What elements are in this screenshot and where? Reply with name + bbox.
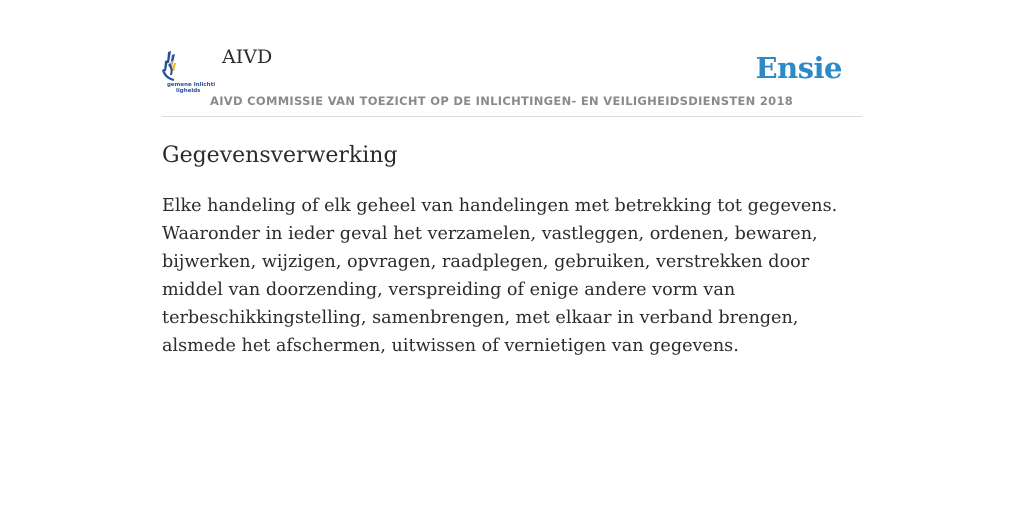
aivd-logo[interactable]: [162, 49, 216, 95]
page-container: [162, 0, 862, 360]
site-name[interactable]: AIVD: [222, 46, 273, 68]
logo-text-2: ligheids: [176, 88, 201, 94]
source-subtitle: AIVD COMMISSIE VAN TOEZICHT OP DE INLICHTINGEN- EN VEILIGHEIDSDIENSTEN 2018: [210, 94, 794, 108]
ensie-brand-link[interactable]: Ensie: [755, 51, 842, 85]
term-title: Gegevensverwerking: [162, 143, 398, 168]
term-definition: Elke handeling of elk geheel van handelingen met betrekking tot gegevens. Waaronder in ieder geval het verzamelen, vastleggen, ordenen, bewaren, bijwerken, wijzigen, opvragen, raadplegen, gebruiken, verstrekken door middel van doorzending, verspreiding of enige andere vorm van terbeschikkingstelling, samenbrengen, met elkaar in verband brengen, alsmede het afschermen, uitwissen of vernietigen van gegevens.: [162, 196, 838, 356]
logo-text-1: gemene Inlichti: [167, 82, 216, 88]
header: [162, 0, 862, 117]
